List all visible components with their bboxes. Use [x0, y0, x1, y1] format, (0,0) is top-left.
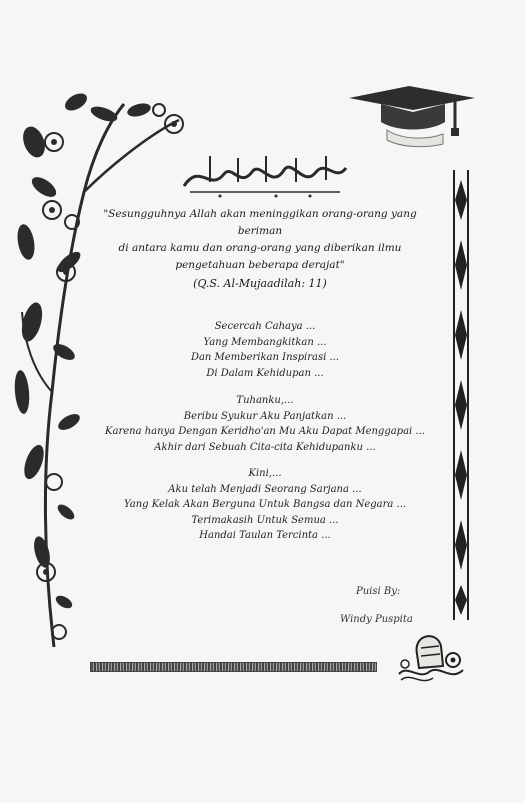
graduation-cap-icon	[347, 82, 479, 152]
author-name: Windy Puspita	[340, 614, 413, 625]
poem-line: Dan Memberikan Inspirasi ...	[190, 352, 340, 363]
poem-line: Yang Membangkitkan ...	[203, 336, 327, 348]
poem-stanza-1	[60, 319, 470, 381]
quran-quote	[80, 206, 440, 292]
poem-line: Terimakasih Untuk Semua ...	[191, 514, 339, 526]
poem-line: Aku telah Menjadi Seorang Sarjana ...	[168, 483, 362, 495]
poem-line: Karena hanya Dengan Keridho'an Mu Aku Dapat Menggapai ...	[105, 426, 425, 437]
poem-line: Akhir dari Sebuah Cita-cita Kehidupanku ...	[154, 441, 376, 453]
scroll-ornament-icon	[395, 624, 467, 686]
bismillah-calligraphy	[180, 152, 350, 198]
poem-line: Yang Kelak Akan Berguna Untuk Bangsa dan Negara ...	[123, 499, 407, 510]
signature-label: Puisi By:	[356, 586, 401, 597]
poem-line: Beribu Syukur Aku Panjatkan ...	[183, 410, 347, 422]
poem-stanza-3	[60, 466, 470, 544]
quote-line: pengetahuan beberapa derajat"	[175, 259, 345, 271]
poem-line: Handai Taulan Tercinta ...	[199, 530, 331, 541]
poem-stanza-2	[60, 393, 470, 455]
decorative-divider	[90, 662, 377, 672]
quote-source: (Q.S. Al-Mujaadilah: 11)	[193, 277, 327, 290]
poem-line: Kini,...	[248, 468, 282, 479]
poem-line: Di Dalam Kehidupan ...	[206, 367, 324, 379]
poem-line: Secercah Cahaya ...	[214, 321, 316, 332]
quote-line: di antara kamu dan orang-orang yang diberikan ilmu	[118, 242, 402, 254]
quote-line: "Sesungguhnya Allah akan meninggikan orang-orang yang beriman	[103, 208, 417, 237]
poem-line: Tuhanku,...	[236, 395, 294, 406]
